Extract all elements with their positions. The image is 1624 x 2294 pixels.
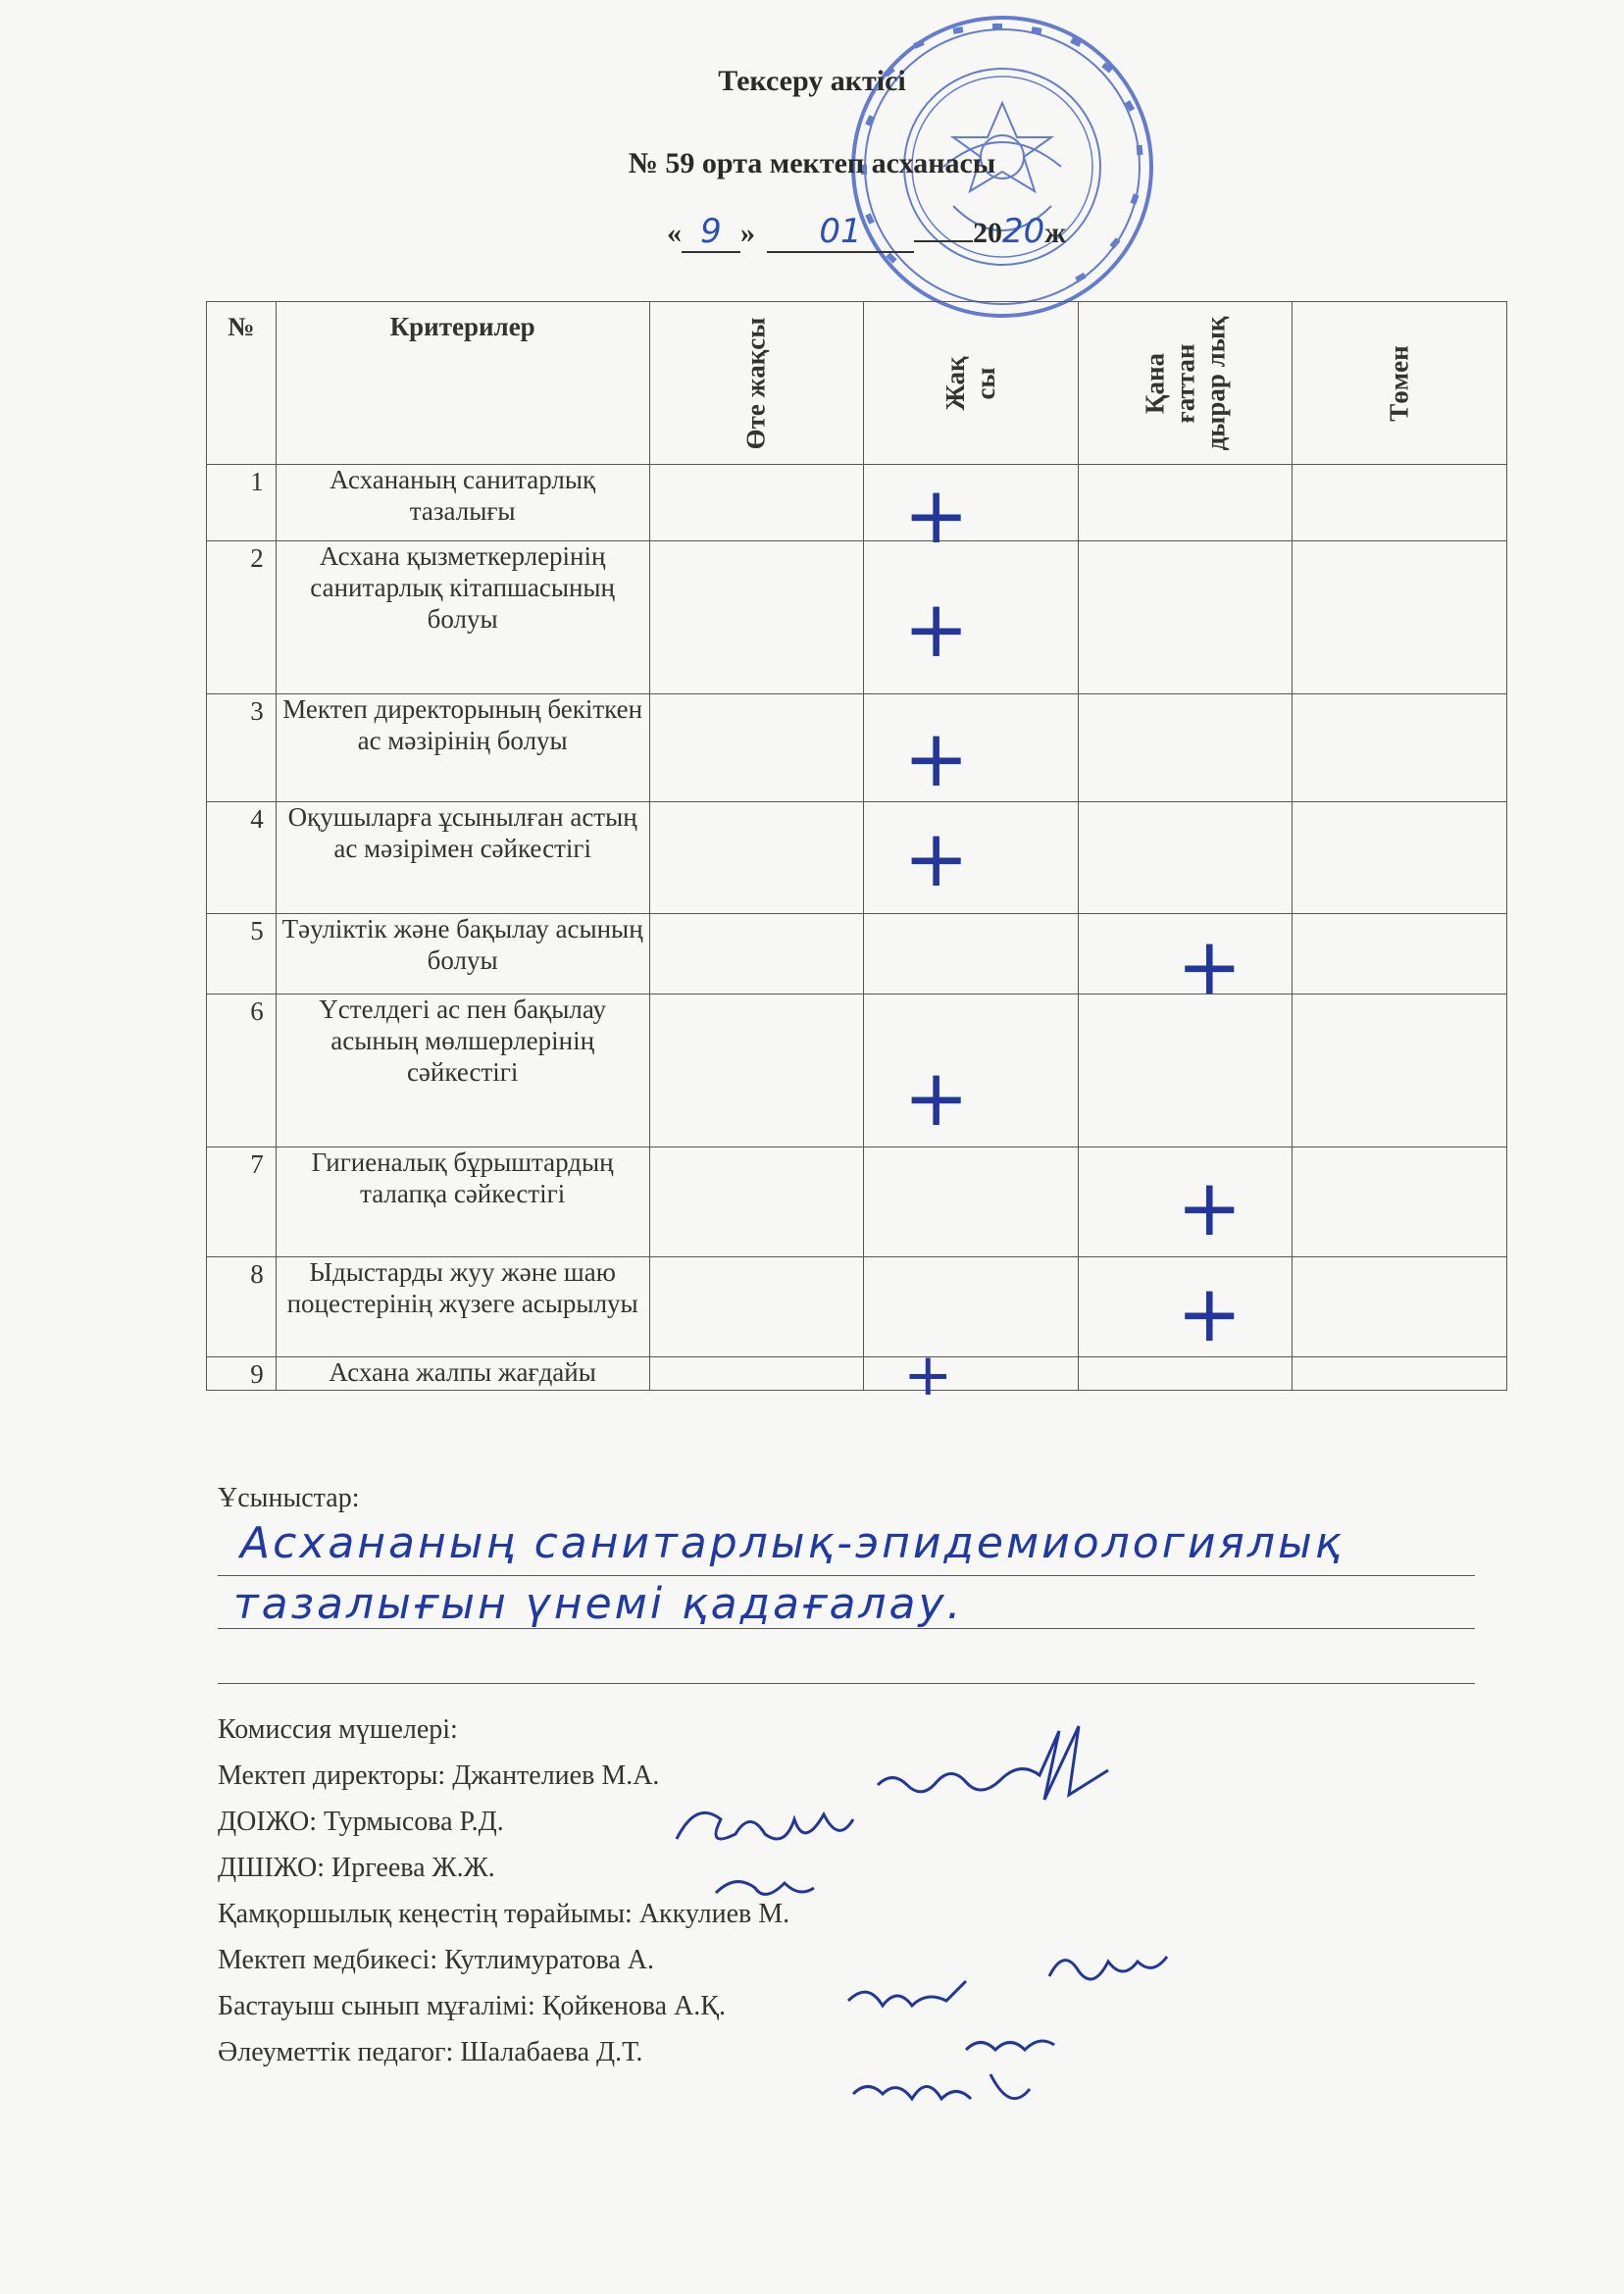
rating-cell-satisfactory	[1078, 914, 1293, 1012]
rating-cell-good	[864, 994, 1079, 1147]
header-excellent: Өте жақсы	[649, 302, 864, 465]
row-criterion: Тәуліктік және бақылау асының болуы	[276, 914, 649, 994]
header-low: Төмен	[1293, 302, 1507, 465]
row-number: 8	[207, 1257, 277, 1357]
rating-cell-good	[864, 914, 1079, 994]
rating-cell-good	[864, 1147, 1079, 1257]
member-doizho: ДОІЖО: Турмысова Р.Д.	[218, 1807, 504, 1837]
member-director: Мектеп директоры: Джантелиев М.А.	[218, 1760, 660, 1791]
row-number: 5	[207, 914, 277, 994]
rating-cell-excellent	[649, 994, 864, 1147]
document-subtitle: № 59 орта мектеп асханасы	[628, 147, 996, 179]
date-year-suffix: 20	[1002, 212, 1045, 251]
table-row	[207, 694, 1507, 802]
member-teacher: Бастауыш сынып мұғалімі: Қойкенова А.Қ.	[218, 1991, 726, 2021]
row-number: 4	[207, 802, 277, 914]
table-row	[207, 541, 1507, 694]
rating-cell-excellent	[649, 1257, 864, 1357]
row-criterion: Асхананың санитарлық тазалығы	[276, 465, 649, 541]
recommendation-text-1: Асхананың санитарлық-эпидемиологиялық	[240, 1518, 1345, 1568]
rating-cell-excellent	[649, 465, 864, 541]
date-year-prefix: 20	[973, 217, 1002, 249]
row-number: 2	[207, 541, 277, 694]
check-mark-plus: +	[1176, 1162, 1243, 1253]
table-row	[207, 1147, 1507, 1257]
table-row	[207, 1357, 1507, 1391]
document-title: Тексеру актісі	[718, 65, 906, 97]
row-number: 1	[207, 465, 277, 541]
rating-cell-low	[1293, 994, 1507, 1147]
rating-cell-low	[1293, 1357, 1507, 1391]
date-year-end: ж	[1044, 217, 1067, 249]
rating-cell-satisfactory	[1078, 1147, 1293, 1257]
member-dshizho: ДШІЖО: Иргеева Ж.Ж.	[218, 1853, 495, 1883]
commission-label: Комиссия мүшелері:	[218, 1714, 458, 1745]
date-day: 9	[700, 212, 722, 251]
table-row	[207, 914, 1507, 994]
check-mark-plus: +	[903, 1052, 970, 1144]
rating-cell-satisfactory	[1078, 694, 1293, 802]
header-good: Жақ сы	[864, 302, 1079, 465]
signature-nurse	[838, 1962, 976, 2040]
recommendation-text-2: тазалығын үнемі қадағалау.	[233, 1579, 964, 1629]
recommendation-line-3	[218, 1683, 1475, 1684]
rating-cell-good	[864, 465, 1079, 561]
header-number: №	[207, 302, 277, 465]
check-mark-plus: +	[903, 470, 970, 561]
rating-cell-good	[864, 802, 1079, 914]
row-criterion: Гигиеналық бұрыштардың талапқа сәйкестігі	[276, 1147, 649, 1257]
table-row	[207, 802, 1507, 914]
rating-cell-good	[864, 1257, 1079, 1357]
rating-cell-satisfactory	[1078, 994, 1293, 1147]
date-close-quote: »	[740, 217, 755, 249]
row-criterion: Ыдыстарды жуу және шаю поцестерінің жүзеге асырылуы	[276, 1257, 649, 1357]
member-social-pedagogue: Әлеуметтік педагог: Шалабаева Д.Т.	[218, 2037, 643, 2067]
rating-cell-satisfactory	[1078, 1357, 1293, 1391]
check-mark-plus: +	[903, 1341, 953, 1409]
row-number: 7	[207, 1147, 277, 1257]
rating-cell-excellent	[649, 541, 864, 694]
check-mark-plus: +	[1176, 1268, 1243, 1359]
row-number: 6	[207, 994, 277, 1147]
row-criterion: Асхана қызметкерлерінің санитарлық кітапшасының болуы	[276, 541, 649, 694]
date-month: 01	[819, 212, 862, 251]
rating-cell-excellent	[649, 914, 864, 994]
recommendation-line-1	[218, 1575, 1475, 1576]
table-row	[207, 994, 1507, 1147]
table-header-row	[207, 302, 1507, 465]
rating-cell-satisfactory	[1078, 465, 1293, 541]
signature-dshizho	[706, 1844, 824, 1922]
rating-cell-low	[1293, 541, 1507, 694]
header-criteria: Критерилер	[276, 302, 649, 465]
check-mark-plus: +	[903, 713, 970, 804]
date-line	[667, 212, 1066, 253]
criteria-table	[206, 301, 1507, 1409]
row-criterion: Асхана жалпы жағдайы	[276, 1357, 649, 1391]
rating-cell-good	[864, 694, 1079, 802]
date-open-quote: «	[667, 217, 682, 249]
signature-director	[873, 1711, 1138, 1810]
rating-cell-excellent	[649, 802, 864, 914]
rating-cell-low	[1293, 914, 1507, 994]
row-criterion: Оқушыларға ұсынылған астың ас мәзірімен сәйкестігі	[276, 802, 649, 914]
row-number: 9	[207, 1357, 277, 1391]
rating-cell-excellent	[649, 694, 864, 802]
row-number: 3	[207, 694, 277, 802]
commission-section	[218, 1707, 789, 2075]
header-satisfactory: Қана ғаттан дырар лық	[1078, 302, 1293, 465]
member-nurse: Мектеп медбикесі: Кутлимуратова А.	[218, 1945, 654, 1975]
table-row	[207, 1257, 1507, 1357]
rating-cell-low	[1293, 694, 1507, 802]
rating-cell-satisfactory	[1078, 541, 1293, 694]
rating-cell-good	[864, 541, 1079, 694]
recommendations-label: Ұсыныстар:	[218, 1483, 360, 1513]
signature-social-pedagogue	[843, 2055, 1040, 2133]
rating-cell-excellent	[649, 1357, 864, 1391]
check-mark-plus: +	[903, 584, 970, 675]
table-row	[207, 465, 1507, 541]
check-mark-plus: +	[903, 813, 970, 904]
rating-cell-good	[864, 1341, 1079, 1409]
check-mark-plus: +	[1176, 921, 1243, 1012]
rating-cell-satisfactory	[1078, 802, 1293, 914]
rating-cell-low	[1293, 465, 1507, 541]
rating-cell-low	[1293, 1257, 1507, 1357]
row-criterion: Мектеп директорының бекіткен ас мәзірінің болуы	[276, 694, 649, 802]
rating-cell-low	[1293, 802, 1507, 914]
signature-council-chair	[1040, 1932, 1177, 2001]
member-council-chair: Қамқоршылық кеңестің төрайымы: Аккулиев М.	[218, 1899, 790, 1929]
rating-cell-excellent	[649, 1147, 864, 1257]
row-criterion: Үстелдегі ас пен бақылау асының мөлшерлерінің сәйкестігі	[276, 994, 649, 1147]
rating-cell-low	[1293, 1147, 1507, 1257]
rating-cell-satisfactory	[1078, 1257, 1293, 1357]
